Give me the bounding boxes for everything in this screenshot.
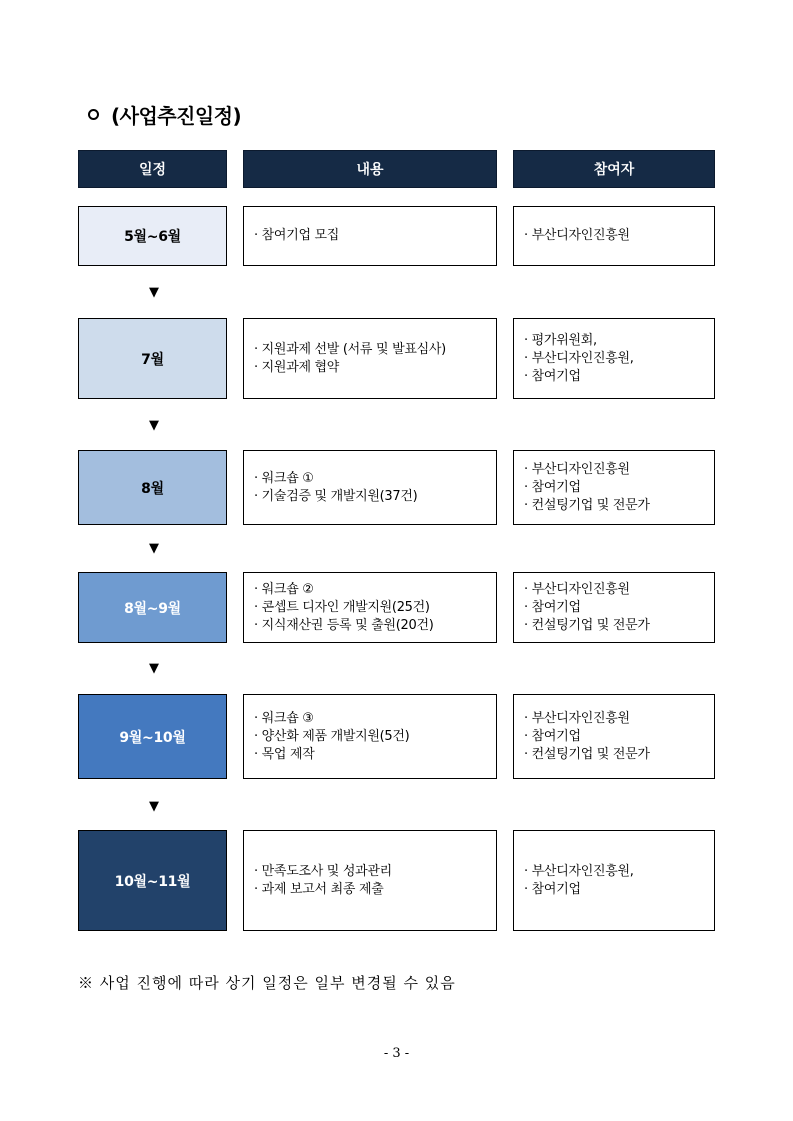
content-line: · 과제 보고서 최종 제출 <box>254 881 496 899</box>
content-line: · 참여기업 모집 <box>254 227 496 245</box>
page-number: - 3 - <box>383 1046 410 1061</box>
down-arrow-icon: ▼ <box>149 799 159 814</box>
content-line: · 지원과제 협약 <box>254 359 496 377</box>
participants-line: · 참여기업 <box>524 881 714 899</box>
content-line: · 만족도조사 및 성과관리 <box>254 863 496 881</box>
content-cell <box>243 206 497 266</box>
content-line: · 기술검증 및 개발지원(37건) <box>254 488 496 506</box>
participants-line: · 컨설팅기업 및 전문가 <box>524 497 714 515</box>
participants-line: · 부산디자인진흥원 <box>524 227 714 245</box>
schedule-note: ※ 사업 진행에 따라 상기 일정은 일부 변경될 수 있음 <box>78 974 456 992</box>
content-line: · 양산화 제품 개발지원(5건) <box>254 728 496 746</box>
content-cell <box>243 572 497 643</box>
content-line: · 워크숍 ① <box>254 470 496 488</box>
participants-line: · 참여기업 <box>524 368 714 386</box>
content-line: · 워크숍 ③ <box>254 710 496 728</box>
participants-line: · 부산디자인진흥원, <box>524 350 714 368</box>
period-cell: 9월~10월 <box>78 694 227 779</box>
section-title-text: (사업추진일정) <box>111 104 242 128</box>
participants-line: · 참여기업 <box>524 728 714 746</box>
period-cell: 10월~11월 <box>78 830 227 931</box>
content-line: · 콘셉트 디자인 개발지원(25건) <box>254 599 496 617</box>
participants-cell <box>513 694 715 779</box>
header-participants: 참여자 <box>513 150 715 188</box>
participants-cell <box>513 830 715 931</box>
period-cell: 7월 <box>78 318 227 399</box>
participants-line: · 참여기업 <box>524 599 714 617</box>
participants-line: · 참여기업 <box>524 479 714 497</box>
circle-bullet-icon <box>88 109 99 120</box>
participants-cell <box>513 318 715 399</box>
down-arrow-icon: ▼ <box>149 661 159 676</box>
header-period: 일정 <box>78 150 227 188</box>
period-cell: 8월 <box>78 450 227 525</box>
content-cell <box>243 318 497 399</box>
participants-cell <box>513 206 715 266</box>
content-cell <box>243 830 497 931</box>
down-arrow-icon: ▼ <box>149 541 159 556</box>
content-cell <box>243 694 497 779</box>
content-cell <box>243 450 497 525</box>
content-line: · 워크숍 ② <box>254 581 496 599</box>
participants-cell <box>513 572 715 643</box>
content-line: · 지원과제 선발 (서류 및 발표심사) <box>254 341 496 359</box>
participants-line: · 평가위원회, <box>524 332 714 350</box>
participants-line: · 부산디자인진흥원 <box>524 710 714 728</box>
participants-line: · 컨설팅기업 및 전문가 <box>524 617 714 635</box>
content-line: · 목업 제작 <box>254 746 496 764</box>
participants-line: · 부산디자인진흥원 <box>524 581 714 599</box>
period-cell: 8월~9월 <box>78 572 227 643</box>
period-cell: 5월~6월 <box>78 206 227 266</box>
section-title <box>88 100 241 129</box>
participants-line: · 부산디자인진흥원, <box>524 863 714 881</box>
down-arrow-icon: ▼ <box>149 285 159 300</box>
down-arrow-icon: ▼ <box>149 418 159 433</box>
participants-cell <box>513 450 715 525</box>
content-line: · 지식재산권 등록 및 출원(20건) <box>254 617 496 635</box>
participants-line: · 컨설팅기업 및 전문가 <box>524 746 714 764</box>
header-content: 내용 <box>243 150 497 188</box>
participants-line: · 부산디자인진흥원 <box>524 461 714 479</box>
